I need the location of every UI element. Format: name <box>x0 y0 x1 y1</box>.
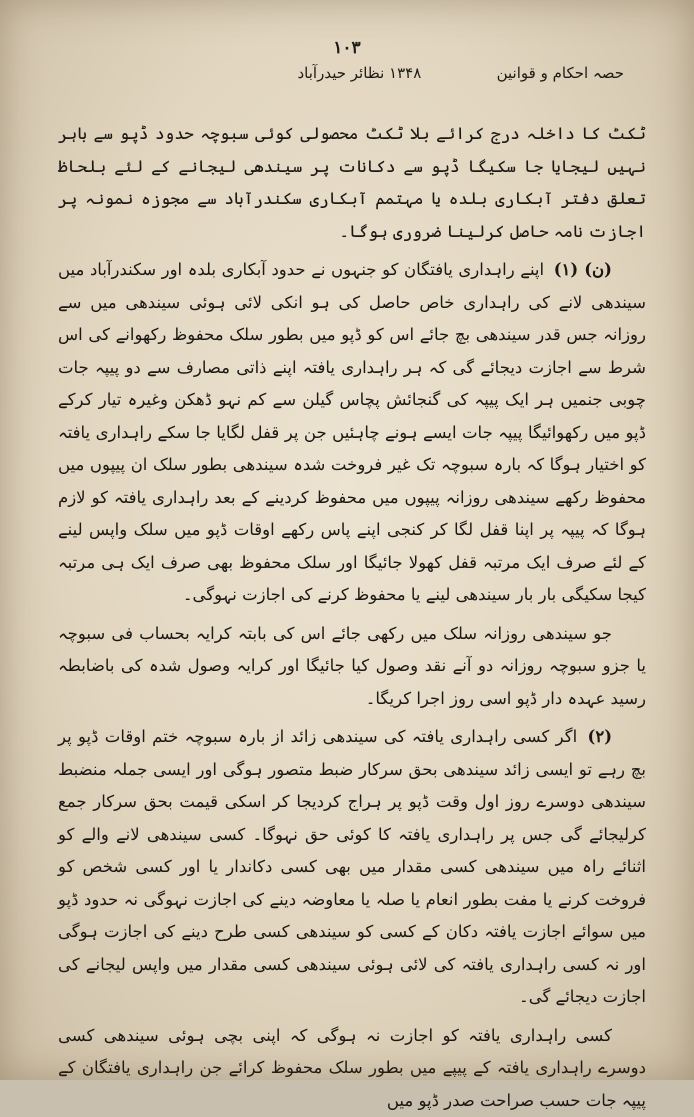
paragraph-text: اگر کسی راہداری یافتہ کی سیندھی زائد از بارہ سبوچہ ختم اوقات ڈپو پر بچ رہے تو ایسی زائد سیندھی بحق سرکار ضبط متصور ہوگی اور ایسی جملہ منضبط سیندھی دوسرے روز اول وقت ڈپو پر ہراج کردیجا کر اسکی قیمت بحق سرکار جمع کرلیجائے گی جس پر راہداری یافتہ کا کوئی حق نہوگا۔ کسی سیندھی لانے والے کو اثنائے راہ میں سیندھی کسی مقدار میں بھی کسی دکاندار یا اور کسی شخص کو فروخت کرنے یا مفت بطور انعام یا صلہ یا معاوضہ دینے کی اجازت نہوگی نہ حدود ڈپو میں سوائے اجازت یافتہ دکان کے کسی کو سیندھی کسی طرح دینے کی اجازت ہوگی اور نہ کسی راہداری یافتہ کی لائی ہوئی سیندھی کسی مقدار میں واپس لیجانے کی اجازت دیجائے گی۔ <box>58 727 646 1006</box>
document-body <box>58 118 646 1064</box>
paragraph-text: کسی راہداری یافتہ کو اجازت نہ ہوگی کہ اپنی بچی ہوئی سیندھی کسی دوسرے راہداری یافتہ کے پیپے میں بطور سلک محفوظ کرائے جن راہداری یافتگان کے پیپہ جات حسب صراحت صدر ڈپو میں <box>58 1026 646 1110</box>
paragraph-text: ٹکٹ کا داخلہ درج کرائے بلا ٹکٹ محصولی کوئی سبوچہ حدود ڈپو سے باہر نہیں لیجایا جا سکیگا ڈپو سے دکانات پر سیندھی لیجانے کے لئے بلحاظ تعلق دفتر آبکاری بلدہ یا مہتمم آبکاری سکندرآباد سے مجوزہ نمونہ پر اجازت نامہ حاصل کرلینا ضروری ہوگا۔ <box>58 124 646 241</box>
section-title: حصہ احکام و قوانین <box>497 64 624 82</box>
page-header <box>70 38 624 88</box>
page-number: ۱۰۳ <box>333 38 360 58</box>
paragraph <box>58 1020 646 1117</box>
clause-number: (۲) <box>588 727 613 746</box>
clause-number: (ن) (۱) <box>554 260 612 279</box>
paragraph <box>58 118 646 248</box>
paragraph <box>58 618 646 716</box>
paragraph-text: اپنے راہداری یافتگان کو جنہوں نے حدود آبکاری بلدہ اور سکندرآباد میں سیندھی لانے کی راہداری خاص حاصل کی ہو انکی لائی ہوئی سیندھی میں سے روزانہ جس قدر سیندھی بچ جائے اس کو ڈپو میں بطور سلک محفوظ رکھوانے کی اس شرط سے اجازت دیجائے گی کہ ہر راہداری یافتہ اپنے ذاتی مصارف سے دو پیپہ جات چوبی جنمیں ہر ایک پیپہ کی گنجائش پچاس گیلن سے کم نہو ڈھکن وغیرہ تیار کرکے ڈپو میں رکھوائیگا پیپہ جات ایسے ہونے چاہئیں جن پر قفل لگایا جا سکے راہداری یافتہ کو اختیار ہوگا کہ بارہ سبوچہ تک غیر فروخت شدہ سیندھی بطور سلک ان پیپوں میں محفوظ رکھے سیندھی روزانہ پیپوں میں محفوظ کردینے کے بعد راہداری یافتہ کو لازم ہوگا کہ پیپہ پر اپنا قفل لگا کر کنجی اپنے پاس رکھے اوقات ڈپو میں سلک واپس لینے کے لئے صرف ایک مرتبہ قفل کھولا جائیگا اور سلک محفوظ بھی صرف ایک ہی مرتبہ کیجا سکیگی بار بار سیندھی لینے یا محفوظ کرنے کی اجازت نہوگی۔ <box>58 260 646 604</box>
paragraph <box>58 254 646 612</box>
running-title: ۱۳۴۸ نظائر حیدرآباد <box>297 64 421 82</box>
paragraph-text: جو سیندھی روزانہ سلک میں رکھی جائے اس کی بابتہ کرایہ بحساب فی سبوچہ یا جزو سبوچہ روزانہ دو آنے نقد وصول کیا جائیگا اور کرایہ وصول شدہ کی باضابطہ رسید عہدہ دار ڈپو اسی روز اجرا کریگا۔ <box>58 624 646 708</box>
paragraph <box>58 721 646 1014</box>
